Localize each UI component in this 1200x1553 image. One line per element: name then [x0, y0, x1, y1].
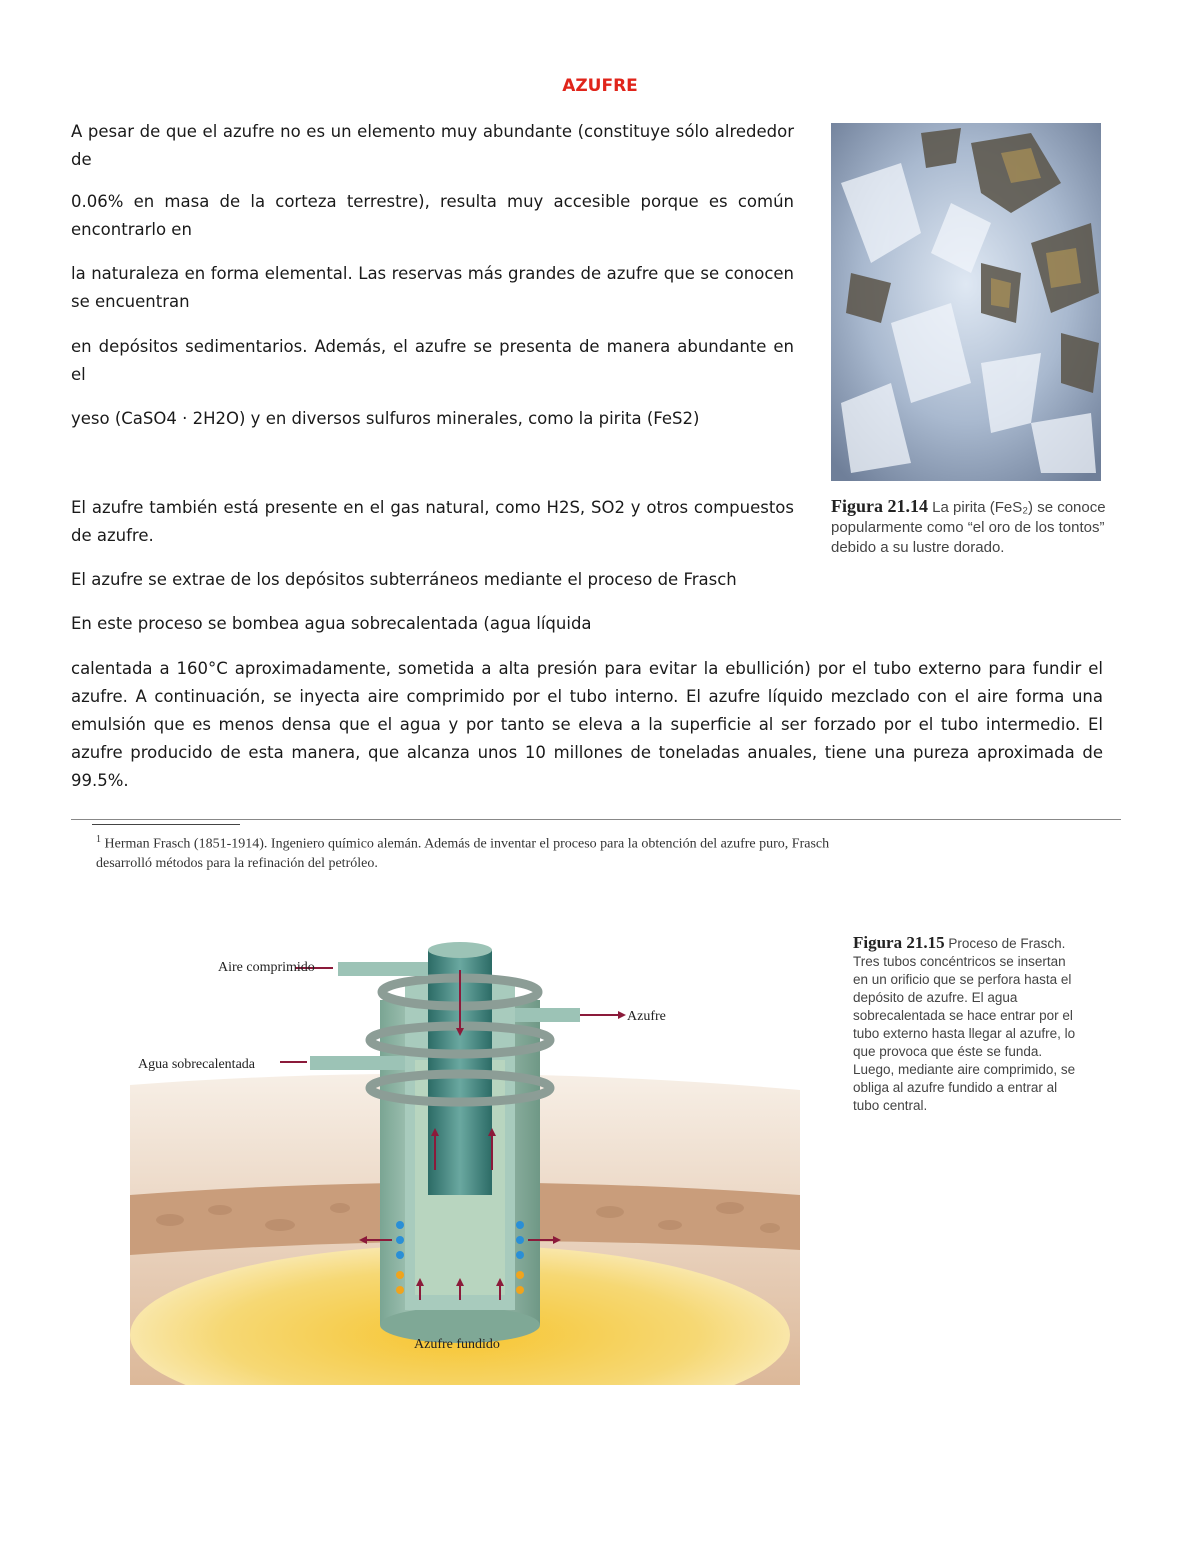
figure-21-15-label: Figura 21.15	[853, 933, 945, 952]
label-water: Agua sobrecalentada	[138, 1057, 255, 1072]
pyrite-photo	[831, 123, 1101, 481]
page-title: AZUFRE	[562, 76, 638, 96]
paragraph-3: la naturaleza en forma elemental. Las reservas más grandes de azufre que se conocen se encuentran	[71, 264, 794, 311]
footnote-marker: 1	[96, 834, 101, 845]
figure-21-15-text: Proceso de Frasch. Tres tubos concéntricos se insertan en un orificio que se perfora hasta el depósito de azufre. El agua sobrecalentada se hace entrar por el tubo externo hasta llegar al azufre, lo que provoca que éste se funda. Luego, mediante aire comprimido, se obliga al azufre fundido a entrar al tubo central.	[853, 936, 1076, 1113]
paragraph-2: 0.06% en masa de la corteza terrestre), resulta muy accesible porque es común encontrarlo en	[71, 192, 794, 239]
paragraph-9: calentada a 160°C aproximadamente, sometida a alta presión para evitar la ebullición) por el tubo externo para fundir el azufre. A continuación, se inyecta aire comprimido por el tubo interno. El azufre líquido mezclado con el aire forma una emulsión que es menos densa que el agua y por tanto se eleva a la superficie al ser forzado por el tubo intermedio. El azufre producido de esta manera, que alcanza unos 10 millones de toneladas anuales, tiene una pureza aproximada de 99.5%.	[71, 659, 1103, 790]
figure-21-15-caption	[853, 934, 1078, 1115]
paragraph-1: A pesar de que el azufre no es un elemento muy abundante (constituye sólo alrededor de	[71, 122, 794, 169]
figure-21-14-text: La pirita (FeS₂) se conoce popularmente como “el oro de los tontos” debido a su lustre dorado.	[831, 499, 1106, 556]
paragraph-6: El azufre también está presente en el gas natural, como H2S, SO2 y otros compuestos de azufre.	[71, 498, 794, 545]
figure-21-14-label: Figura 21.14	[831, 496, 928, 516]
paragraph-5: yeso (CaSO4 · 2H2O) y en diversos sulfuros minerales, como la pirita (FeS2)	[71, 409, 700, 428]
label-molten: Azufre fundido	[414, 1337, 500, 1352]
frasch-diagram	[130, 940, 800, 1385]
paragraph-8: En este proceso se bombea agua sobrecalentada (agua líquida	[71, 614, 592, 633]
footnote-text: Herman Frasch (1851-1914). Ingeniero químico alemán. Además de inventar el proceso para la obtención del azufre puro, Frasch desarrolló métodos para la refinación del petróleo.	[96, 836, 830, 871]
label-air: Aire comprimido	[218, 960, 315, 975]
figure-21-14-caption	[831, 496, 1106, 558]
footnote-rule	[71, 819, 1121, 820]
paragraph-4: en depósitos sedimentarios. Además, el azufre se presenta de manera abundante en el	[71, 337, 794, 384]
paragraph-7: El azufre se extrae de los depósitos subterráneos mediante el proceso de Frasch	[71, 570, 737, 589]
footnote	[96, 830, 841, 873]
footnote-short-rule	[92, 824, 240, 825]
label-sulfur-out: Azufre	[627, 1009, 666, 1024]
